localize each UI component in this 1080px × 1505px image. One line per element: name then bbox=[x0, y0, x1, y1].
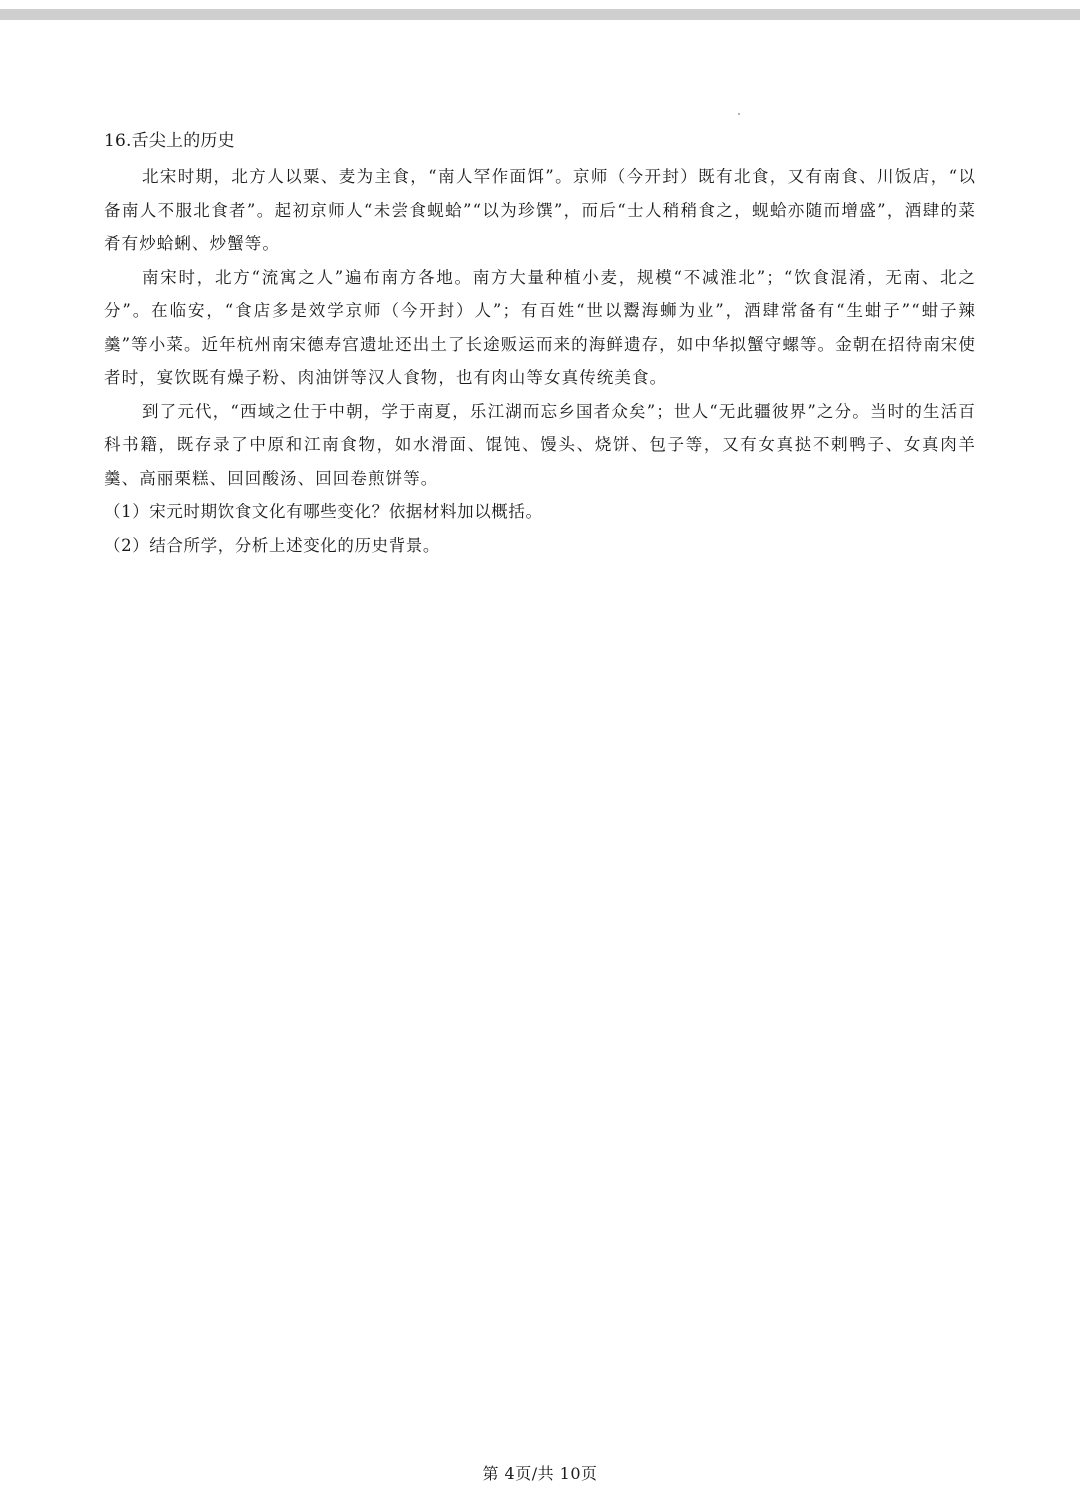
scan-speck bbox=[738, 113, 740, 115]
sub-question-1: （1）宋元时期饮食文化有哪些变化？依据材料加以概括。 bbox=[104, 502, 543, 521]
page-number: 第 4页/共 10页 bbox=[482, 1464, 598, 1483]
material-paragraph-southern-song: 南宋时，北方“流寓之人”遍布南方各地。南方大量种植小麦，规模“不减淮北”；“饮食混淆，无南、北之分”。在临安，“食店多是效学京师（今开封）人”；有百姓“世以鬻海蛳为业”，酒肆常备有“生蚶子”“蚶子辣羹”等小菜。近年杭州南宋德寿宫遗址还出土了长途贩运而来的海鲜遗存，如中华拟蟹守螺等。金朝在招待南宋使者时，宴饮既有燥子粉、肉油饼等汉人食物，也有肉山等女真传统美食。 bbox=[104, 267, 976, 387]
top-border-bar bbox=[0, 9, 1080, 20]
material-paragraph-yuan: 到了元代，“西域之仕于中朝，学于南夏，乐江湖而忘乡国者众矣”；世人“无此疆彼界”之分。当时的生活百科书籍，既存录了中原和江南食物，如水滑面、馄饨、馒头、烧饼、包子等，又有女真挞不剌鸭子、女真肉羊羹、高丽栗糕、回回酸汤、回回卷煎饼等。 bbox=[104, 401, 976, 488]
material-paragraph-northern-song: 北宋时期，北方人以粟、麦为主食，“南人罕作面饵”。京师（今开封）既有北食，又有南食、川饭店，“以备南人不服北食者”。起初京师人“未尝食蚬蛤”“以为珍馔”，而后“士人稍稍食之，蚬蛤亦随而增盛”，酒肆的菜肴有炒蛤蜊、炒蟹等。 bbox=[104, 167, 976, 253]
sub-question-2: （2）结合所学，分析上述变化的历史背景。 bbox=[104, 535, 440, 555]
question-block bbox=[104, 128, 976, 562]
question-title: 16.舌尖上的历史 bbox=[104, 131, 235, 151]
